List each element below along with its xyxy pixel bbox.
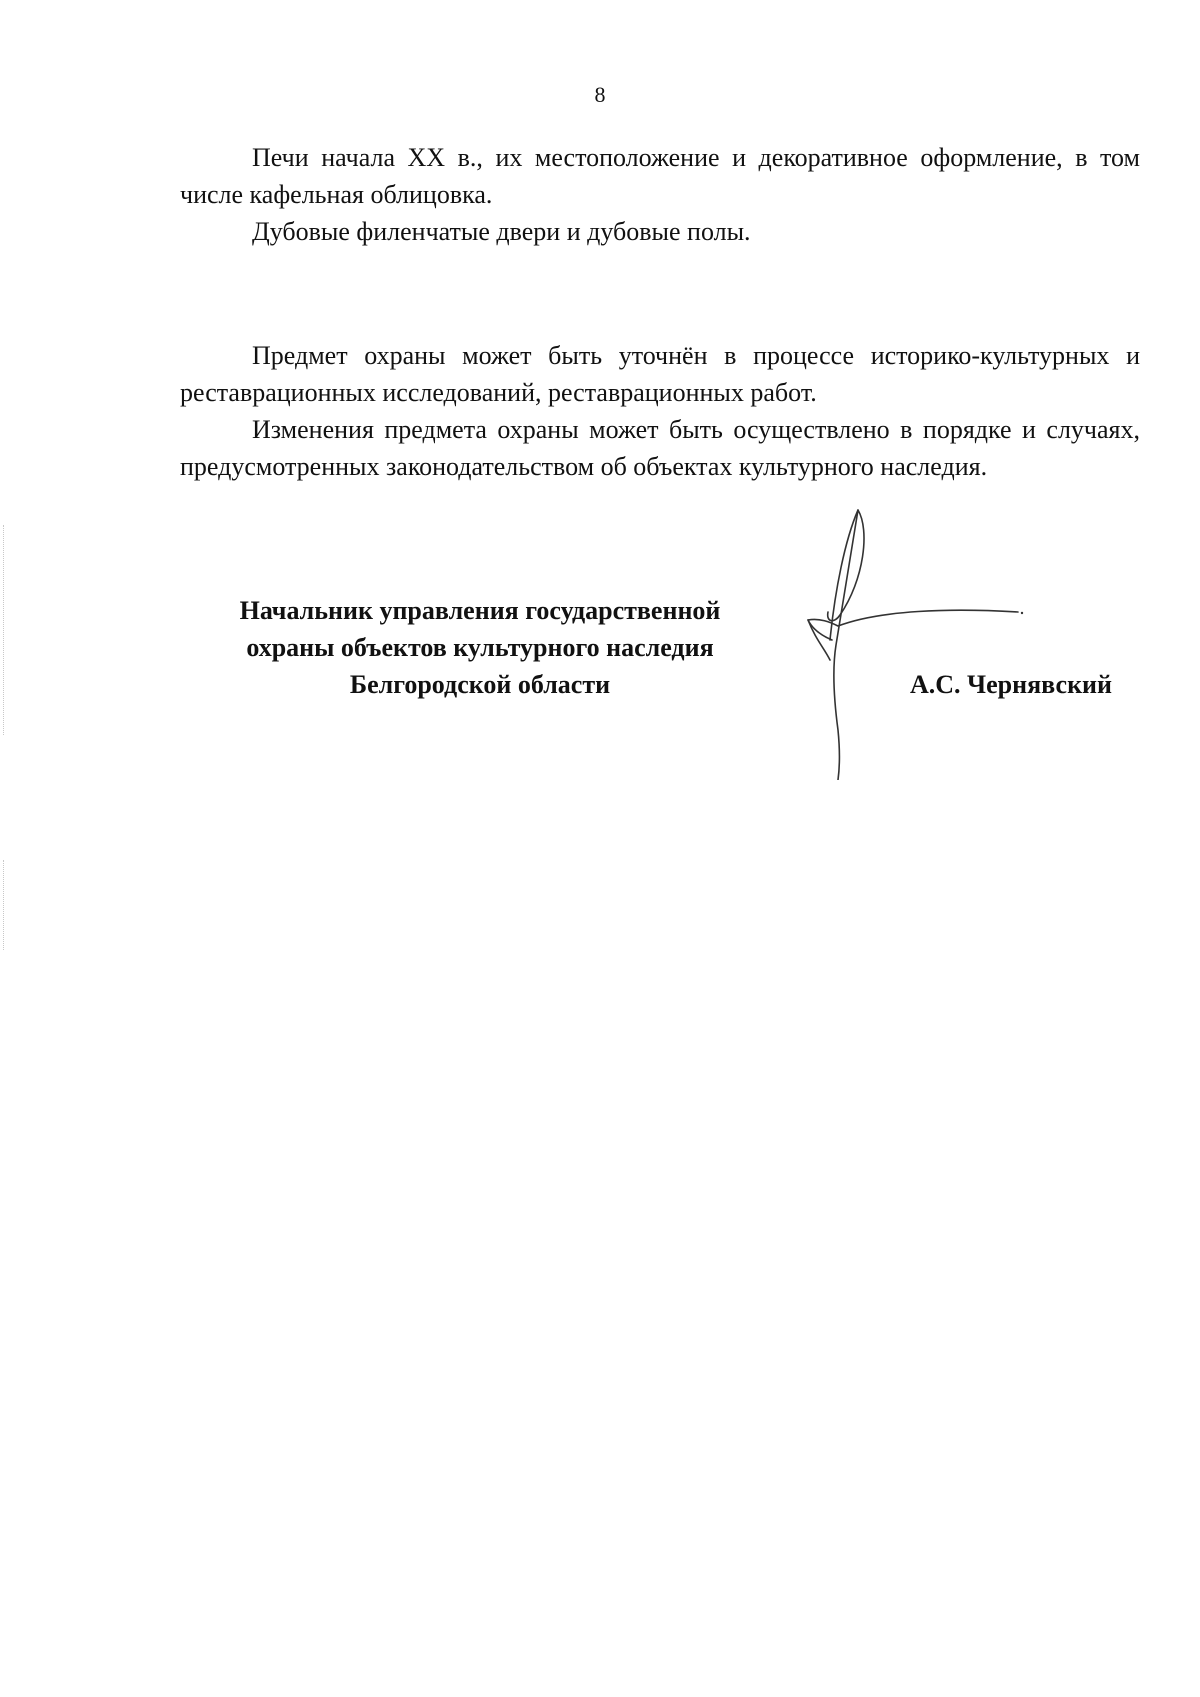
paragraph: Предмет охраны может быть уточнён в процессе историко-культурных и реставрационных исследований, реставрационных работ. xyxy=(180,341,1140,407)
handwritten-signature xyxy=(760,500,1040,780)
scan-artifact xyxy=(3,860,6,950)
text-section-top xyxy=(180,139,1140,250)
paragraph: Дубовые филенчатые двери и дубовые полы. xyxy=(252,217,751,246)
paragraph: Печи начала XX в., их местоположение и декоративное оформление, в том числе кафельная облицовка. xyxy=(180,143,1140,209)
signatory-position xyxy=(200,592,760,703)
signatory-position-line: Белгородской области xyxy=(349,670,611,699)
signatory-position-line: Начальник управления государственной xyxy=(239,596,721,625)
signatory-name: А.С. Чернявский xyxy=(910,670,1113,699)
page-number: 8 xyxy=(594,82,606,107)
signatory-position-line: охраны объектов культурного наследия xyxy=(246,633,714,662)
paragraph: Изменения предмета охраны может быть осуществлено в порядке и случаях, предусмотренных законодательством об объектах культурного наследия. xyxy=(180,415,1140,481)
text-section-bottom xyxy=(180,337,1140,485)
scan-artifact xyxy=(3,525,6,735)
